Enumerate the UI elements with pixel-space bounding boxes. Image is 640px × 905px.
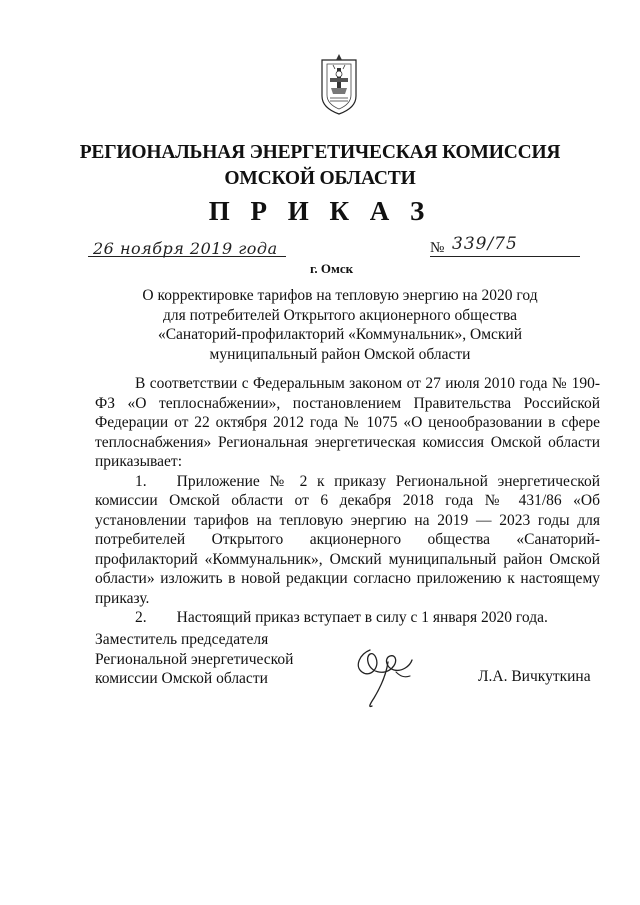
order-item-text: Приложение № 2 к приказу Региональной энергетической комиссии Омской области от 6 декабря 2018 года № 431/86 «Об установлении тарифов на тепловую энергию на 2019 — 2023 годы для потребителей Открытого акционерного общества «Санаторий-профилакторий «Коммунальник», Омский муниципальный район Омской области» изложить в новой редакции согласно приложению к настоящему приказу. — [95, 472, 600, 607]
signer-name: Л.А. Вичкуткина — [478, 668, 591, 685]
order-number-handwritten: 339/75 — [452, 234, 518, 254]
order-number-label: № — [430, 240, 445, 256]
coat-of-arms-icon — [318, 52, 360, 116]
order-item-text: Настоящий приказ вступает в силу с 1 января 2020 года. — [176, 609, 548, 626]
city: г. Омск — [310, 261, 354, 276]
organization-title-line-2: ОМСКОЙ ОБЛАСТИ — [224, 168, 416, 189]
signer-position-line-2: Региональной энергетической — [95, 650, 294, 668]
order-body — [95, 374, 600, 628]
handwritten-signature-icon — [340, 632, 430, 712]
preamble-paragraph: В соответствии с Федеральным законом от 27 июля 2010 года № 190-ФЗ «О теплоснабжении», постановлением Правительства Российской Федерации от 22 октября 2012 года № 1075 «О ценообразовании в сфере теплоснабжения» Региональная энергетическая комиссия Омской области приказывает: — [95, 375, 600, 470]
number-underline — [430, 256, 580, 257]
signer-position — [95, 630, 345, 689]
order-item-number: 2. — [135, 609, 147, 626]
order-item — [95, 472, 600, 609]
signer-position-line-1: Заместитель председателя — [95, 631, 269, 648]
order-item-number: 1. — [135, 472, 147, 490]
organization-title-line-1: РЕГИОНАЛЬНАЯ ЭНЕРГЕТИЧЕСКАЯ КОМИССИЯ — [79, 142, 561, 163]
order-item — [95, 608, 600, 628]
order-item-2 — [95, 608, 600, 628]
order-item-1 — [95, 472, 600, 609]
order-subject: О корректировке тарифов на тепловую энергию на 2020 год для потребителей Открытого акционерного общества «Санаторий-профилакторий «Коммунальник», Омский муниципальный район Омской области — [142, 287, 538, 363]
order-title: П Р И К А З — [208, 196, 432, 226]
date-underline — [88, 256, 286, 257]
signer-position-line-3: комиссии Омской области — [95, 670, 268, 687]
organization-title — [60, 140, 580, 192]
order-date-handwritten: 26 ноября 2019 года — [93, 239, 278, 258]
